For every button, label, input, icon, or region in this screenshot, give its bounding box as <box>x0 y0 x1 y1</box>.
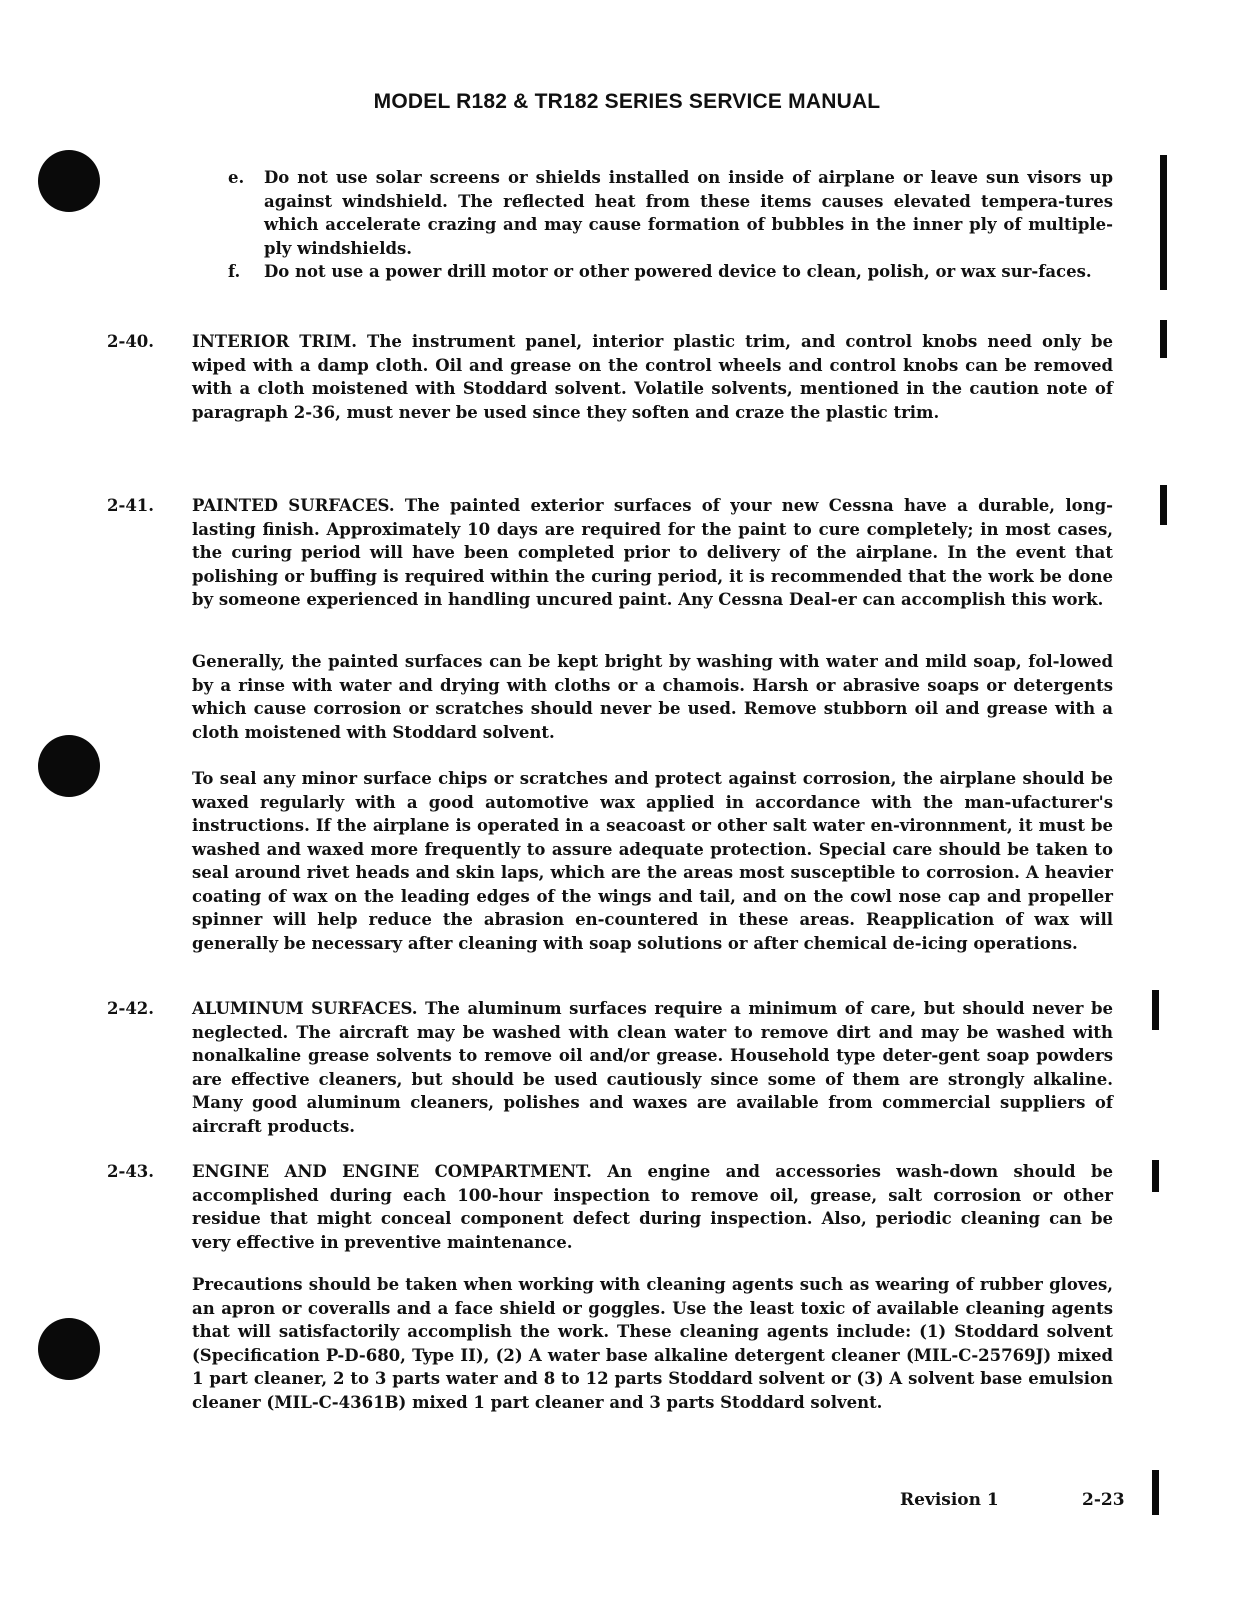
paragraph-cleaning-precautions: Precautions should be taken when working with cleaning agents such as wearing of rubber gloves, an apron or coveralls and a face shield or goggles. Use the least toxic of available cleaning agents that will satisfactorily accomplish the work. These cleaning agents include: (1) Stoddard solvent (Specification P-D-680, Type II), (2) A water base alkaline detergent cleaner (MIL-C-25769J) mixed 1 part cleaner, 2 to 3 parts water and 8 to 12 parts Stoddard solvent or (3) A solvent base emulsion cleaner (MIL-C-4361B) mixed 1 part cleaner and 3 parts Stoddard solvent. <box>192 1275 1113 1412</box>
section-2-42 <box>107 997 1113 1138</box>
binder-hole-middle <box>38 735 100 797</box>
list-item-e <box>228 166 1113 260</box>
section-text: ALUMINUM SURFACES. The aluminum surfaces require a minimum of care, but should never be neglected. The aircraft may be washed with clean water to remove dirt and may be washed with nonalkaline grease solvents to remove oil and/or grease. Household type deter-gent soap powders are effective cleaners, but should be used cautiously since some of them are strongly alkaline. Many good aluminum cleaners, polishes and waxes are available from commercial suppliers of aircraft products. <box>192 999 1113 1136</box>
change-bar <box>1160 155 1167 290</box>
footer-page-number: 2-23 <box>1082 1490 1125 1510</box>
section-2-41 <box>107 494 1113 612</box>
paragraph-painted-waxing: To seal any minor surface chips or scratches and protect against corrosion, the airplane should be waxed regularly with a good automotive wax applied in accordance with the man-ufacturer's instructions. If the airplane is operated in a seacoast or other salt water en-vironnment, it must be washed and waxed more frequently to assure adequate protection. Special care should be taken to seal around rivet heads and skin laps, which are the areas most susceptible to corrosion. A heavier coating of wax on the leading edges of the wings and tail, and on the cowl nose cap and propeller spinner will help reduce the abrasion en-countered in these areas. Reapplication of wax will generally be necessary after cleaning with soap solutions or after chemical de-icing operations. <box>192 769 1113 953</box>
section-number: 2-40. <box>107 332 155 351</box>
change-bar <box>1152 1470 1159 1515</box>
section-2-43 <box>107 1160 1113 1254</box>
list-item-text: Do not use solar screens or shields installed on inside of airplane or leave sun visors up against windshield. The reflected heat from these items causes elevated tempera-tures which accelerate crazing and may cause formation of bubbles in the inner ply of multiple-ply windshields. <box>264 168 1113 258</box>
list-marker: f. <box>228 262 241 281</box>
page-title: MODEL R182 & TR182 SERIES SERVICE MANUAL <box>373 90 881 113</box>
section-number: 2-43. <box>107 1162 155 1181</box>
paragraph-painted-washing: Generally, the painted surfaces can be kept bright by washing with water and mild soap, fol-lowed by a rinse with water and drying with cloths or a chamois. Harsh or abrasive soaps or detergents which cause corrosion or scratches should never be used. Remove stubborn oil and grease with a cloth moistened with Stoddard solvent. <box>192 652 1113 742</box>
section-number: 2-41. <box>107 496 155 515</box>
list-marker: e. <box>228 168 245 187</box>
binder-hole-top <box>38 150 100 212</box>
change-bar <box>1160 320 1167 358</box>
list-item-f <box>228 260 1113 284</box>
change-bar <box>1152 990 1159 1030</box>
footer-revision: Revision 1 <box>900 1490 999 1510</box>
section-text: ENGINE AND ENGINE COMPARTMENT. An engine and accessories wash-down should be accomplished during each 100-hour inspection to remove oil, grease, salt corrosion or other residue that might conceal component defect during inspection. Also, periodic cleaning can be very effective in preventive maintenance. <box>192 1162 1113 1252</box>
list-item-text: Do not use a power drill motor or other powered device to clean, polish, or wax sur-faces. <box>264 262 1092 281</box>
section-2-40 <box>107 330 1113 424</box>
binder-hole-bottom <box>38 1318 100 1380</box>
section-text: INTERIOR TRIM. The instrument panel, interior plastic trim, and control knobs need only be wiped with a damp cloth. Oil and grease on the control wheels and control knobs can be removed with a cloth moistened with Stoddard solvent. Volatile solvents, mentioned in the caution note of paragraph 2-36, must never be used since they soften and craze the plastic trim. <box>192 332 1113 422</box>
section-text: PAINTED SURFACES. The painted exterior surfaces of your new Cessna have a durable, long-lasting finish. Approximately 10 days are required for the paint to cure completely; in most cases, the curing period will have been completed prior to delivery of the airplane. In the event that polishing or buffing is required within the curing period, it is recommended that the work be done by someone experienced in handling uncured paint. Any Cessna Deal-er can accomplish this work. <box>192 496 1113 609</box>
change-bar <box>1152 1160 1159 1192</box>
change-bar <box>1160 485 1167 525</box>
section-number: 2-42. <box>107 999 155 1018</box>
